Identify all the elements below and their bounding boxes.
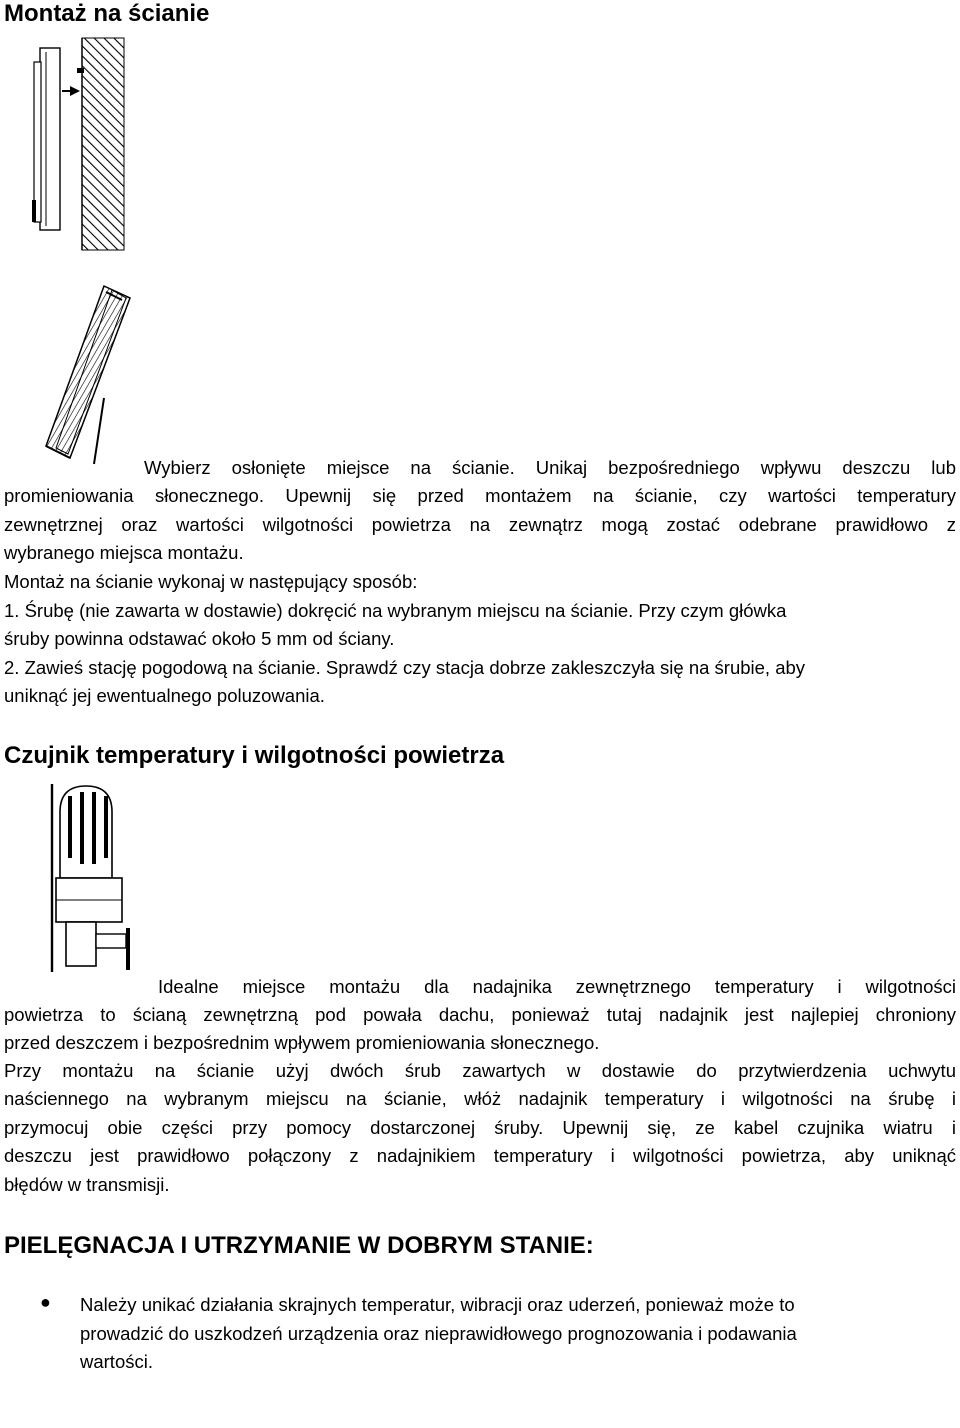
paragraph-line: śruby powinna odstawać około 5 mm od ściany.	[4, 628, 395, 649]
bullet-line: prowadzić do uszkodzeń urządzenia oraz nieprawidłowego prognozowania i podawania	[80, 1323, 797, 1344]
wall-mount-illustration	[22, 36, 132, 254]
bullet-icon: ●	[40, 1292, 51, 1312]
paragraph-line: deszczu jest prawidłowo połączony z nadajnikiem temperatury i wilgotności powietrza, aby uniknąć	[4, 1145, 956, 1166]
paragraph-line: Przy montażu na ścianie użyj dwóch śrub zawartych w dostawie do przytwierdzenia uchwytu	[4, 1060, 956, 1081]
desk-stand-illustration	[34, 278, 134, 470]
heading-wall-mounting: Montaż na ścianie	[4, 0, 210, 27]
paragraph-line: Montaż na ścianie wykonaj w następujący sposób:	[4, 571, 418, 592]
paragraph-line: 1. Śrubę (nie zawarta w dostawie) dokręcić na wybranym miejscu na ścianie. Przy czym główka	[4, 600, 787, 621]
paragraph-line: przed deszczem i bezpośrednim wpływem promieniowania słonecznego.	[4, 1032, 600, 1053]
paragraph-line: uniknąć jej ewentualnego poluzowania.	[4, 685, 325, 706]
paragraph-line: Wybierz osłonięte miejsce na ścianie. Unikaj bezpośredniego wpływu deszczu lub	[144, 457, 956, 478]
paragraph-line: powietrza to ścianą zewnętrzną pod powała dachu, ponieważ tutaj nadajnik jest najlepiej chroniony	[4, 1004, 956, 1025]
sensor-illustration	[46, 782, 136, 978]
paragraph-line: 2. Zawieś stację pogodową na ścianie. Sprawdź czy stacja dobrze zakleszczyła się na śrubie, aby	[4, 657, 806, 678]
paragraph-line: zewnętrznej oraz wartości wilgotności powietrza na zewnątrz mogą zostać odebrane prawidłowo z	[4, 514, 956, 535]
paragraph-line: promieniowania słonecznego. Upewnij się przed montażem na ścianie, czy wartości temperatury	[4, 485, 956, 506]
paragraph-line: błędów w transmisji.	[4, 1174, 170, 1195]
heading-sensor: Czujnik temperatury i wilgotności powietrza	[4, 742, 505, 769]
paragraph-line: przymocuj obie części przy pomocy dostarczonej śruby. Upewnij się, ze kabel czujnika wiatru i	[4, 1117, 956, 1138]
bullet-line: wartości.	[80, 1351, 153, 1372]
heading-maintenance: PIELĘGNACJA I UTRZYMANIE W DOBRYM STANIE:	[4, 1232, 594, 1259]
bullet-line: Należy unikać działania skrajnych temperatur, wibracji oraz uderzeń, ponieważ może to	[80, 1294, 795, 1315]
paragraph-line: naściennego na wybranym miejscu na ścianie, włóż nadajnik temperatury i wilgotności na śrubę i	[4, 1088, 956, 1109]
paragraph-line: Idealne miejsce montażu dla nadajnika zewnętrznego temperatury i wilgotności	[158, 976, 956, 997]
paragraph-line: wybranego miejsca montażu.	[4, 542, 244, 563]
